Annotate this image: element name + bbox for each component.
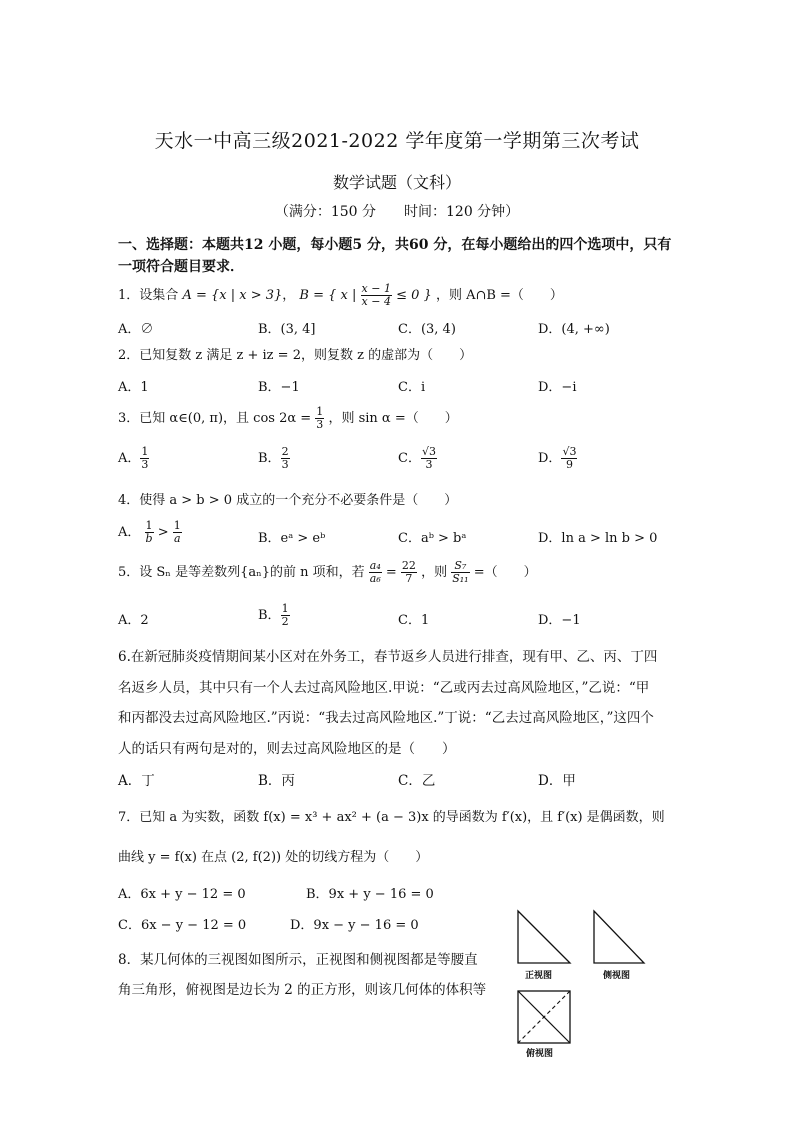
q1-option-b: B．(3, 4]: [258, 322, 316, 337]
q6-option-b: B．丙: [258, 773, 295, 789]
q6-line-2: 名返乡人员，其中只有一个人去过高风险地区.甲说：“乙或丙去过高风险地区，”乙说：“甲: [118, 680, 650, 696]
q7-option-a: A．6x + y − 12 = 0: [118, 887, 246, 902]
q3-option-c: C． $\frac{√3}{3}$: [398, 445, 436, 471]
q4-option-d: D．ln a > ln b > 0: [538, 531, 658, 546]
q1-option-c: C．(3, 4): [398, 322, 456, 337]
q1-fraction: $\frac{x - 1}{x - 4}$: [361, 282, 391, 308]
q6-option-c: C．乙: [398, 773, 436, 789]
q2-option-b: B．−1: [258, 380, 300, 395]
q6-option-a: A．丁: [118, 773, 155, 789]
q3-fraction: $\frac{1}{3}$: [316, 405, 324, 431]
exam-info: （满分：150 分 时间：120 分钟）: [274, 204, 520, 220]
q8-line-2: 角三角形，俯视图是边长为 2 的正方形，则该几何体的体积等: [118, 982, 487, 998]
question-2: 2．已知复数 z 满足 z + iz = 2，则复数 z 的虚部为（ ）: [118, 348, 473, 363]
q7-option-c: C．6x − y − 12 = 0: [118, 918, 247, 933]
q2-option-a: A．1: [118, 380, 149, 395]
q6-line-4: 人的话只有两句是对的，则去过高风险地区的是（ ）: [118, 741, 456, 757]
q5-option-b: B． $\frac{1}{2}$: [258, 602, 289, 628]
q7-line-2: 曲线 y = f(x) 在点 (2, f(2)) 处的切线方程为（ ）: [118, 850, 429, 865]
q4-option-b: B．eᵃ > eᵇ: [258, 531, 326, 546]
q3-option-d: D． $\frac{√3}{9}$: [538, 445, 577, 471]
q6-option-d: D．甲: [538, 773, 576, 789]
q8-line-1: 8．某几何体的三视图如图所示，正视图和侧视图都是等腰直: [118, 952, 478, 968]
q1-option-a: A．∅: [118, 322, 154, 337]
q7-option-d: D．9x − y − 16 = 0: [290, 918, 419, 933]
q7-line-1: 7．已知 a 为实数，函数 f(x) = x³ + ax² + (a − 3)x 的导函数为 f′(x)，且 f′(x) 是偶函数，则: [118, 810, 665, 825]
q1-option-d: D．(4, +∞): [538, 322, 610, 337]
section-heading-line2: 一项符合题目要求．: [118, 259, 244, 275]
q7-option-b: B．9x + y − 16 = 0: [306, 887, 434, 902]
exam-subtitle: 数学试题（文科）: [332, 173, 461, 192]
exam-title: 天水一中高三级2021-2022 学年度第一学期第三次考试: [154, 130, 640, 152]
side-view-label: 侧视图: [603, 971, 631, 981]
front-view-label: 正视图: [525, 971, 553, 981]
q4-option-a: A． $\frac{1}{b}$ > $\frac{1}{a}$: [118, 519, 181, 545]
question-5: 5．设 Sₙ 是等差数列{aₙ}的前 n 项和，若 $\frac{\text{a₄}}{\text{a₆}}$ = $\frac{22}{7}$ ，则 $\frac{\text{S₇}}{\text{S₁₁}}$ =（ ）: [118, 559, 537, 585]
q6-line-1: 6.在新冠肺炎疫情期间某小区对在外务工，春节返乡人员进行排查，现有甲、乙、丙、丁四: [118, 649, 658, 665]
q5-option-d: D．−1: [538, 613, 581, 628]
q3-option-b: B． $\frac{2}{3}$: [258, 445, 289, 471]
q6-line-3: 和丙都没去过高风险地区.”丙说：“我去过高风险地区.”丁说：“乙去过高风险地区，”这四个: [118, 710, 654, 726]
question-3: 3．已知 α∈(0, π)，且 cos 2α = $\frac{1}{3}$ ，则 sin α =（ ）: [118, 405, 458, 431]
q2-option-c: C．i: [398, 380, 426, 395]
question-4: 4．使得 a > b > 0 成立的一个充分不必要条件是（ ）: [118, 493, 458, 508]
three-view-figure: [508, 905, 668, 1065]
q5-option-c: C．1: [398, 613, 430, 628]
question-1: 1．设集合 A = {x | x > 3}， B = { x | $\frac{x - 1}{x - 4}$ ≤ 0 } ，则 A∩B =（ ）: [118, 282, 563, 308]
q2-option-d: D．−i: [538, 380, 577, 395]
front-view-triangle: [518, 911, 570, 963]
q4-option-c: C．aᵇ > bᵃ: [398, 531, 467, 546]
section-heading-line1: 一、选择题：本题共12 小题，每小题5 分，共60 分，在每小题给出的四个选项中，只有: [118, 237, 672, 253]
top-view-label: 俯视图: [526, 1049, 554, 1059]
q5-option-a: A．2: [118, 613, 149, 628]
q3-option-a: A． $\frac{1}{3}$: [118, 445, 149, 471]
side-view-triangle: [594, 911, 644, 963]
